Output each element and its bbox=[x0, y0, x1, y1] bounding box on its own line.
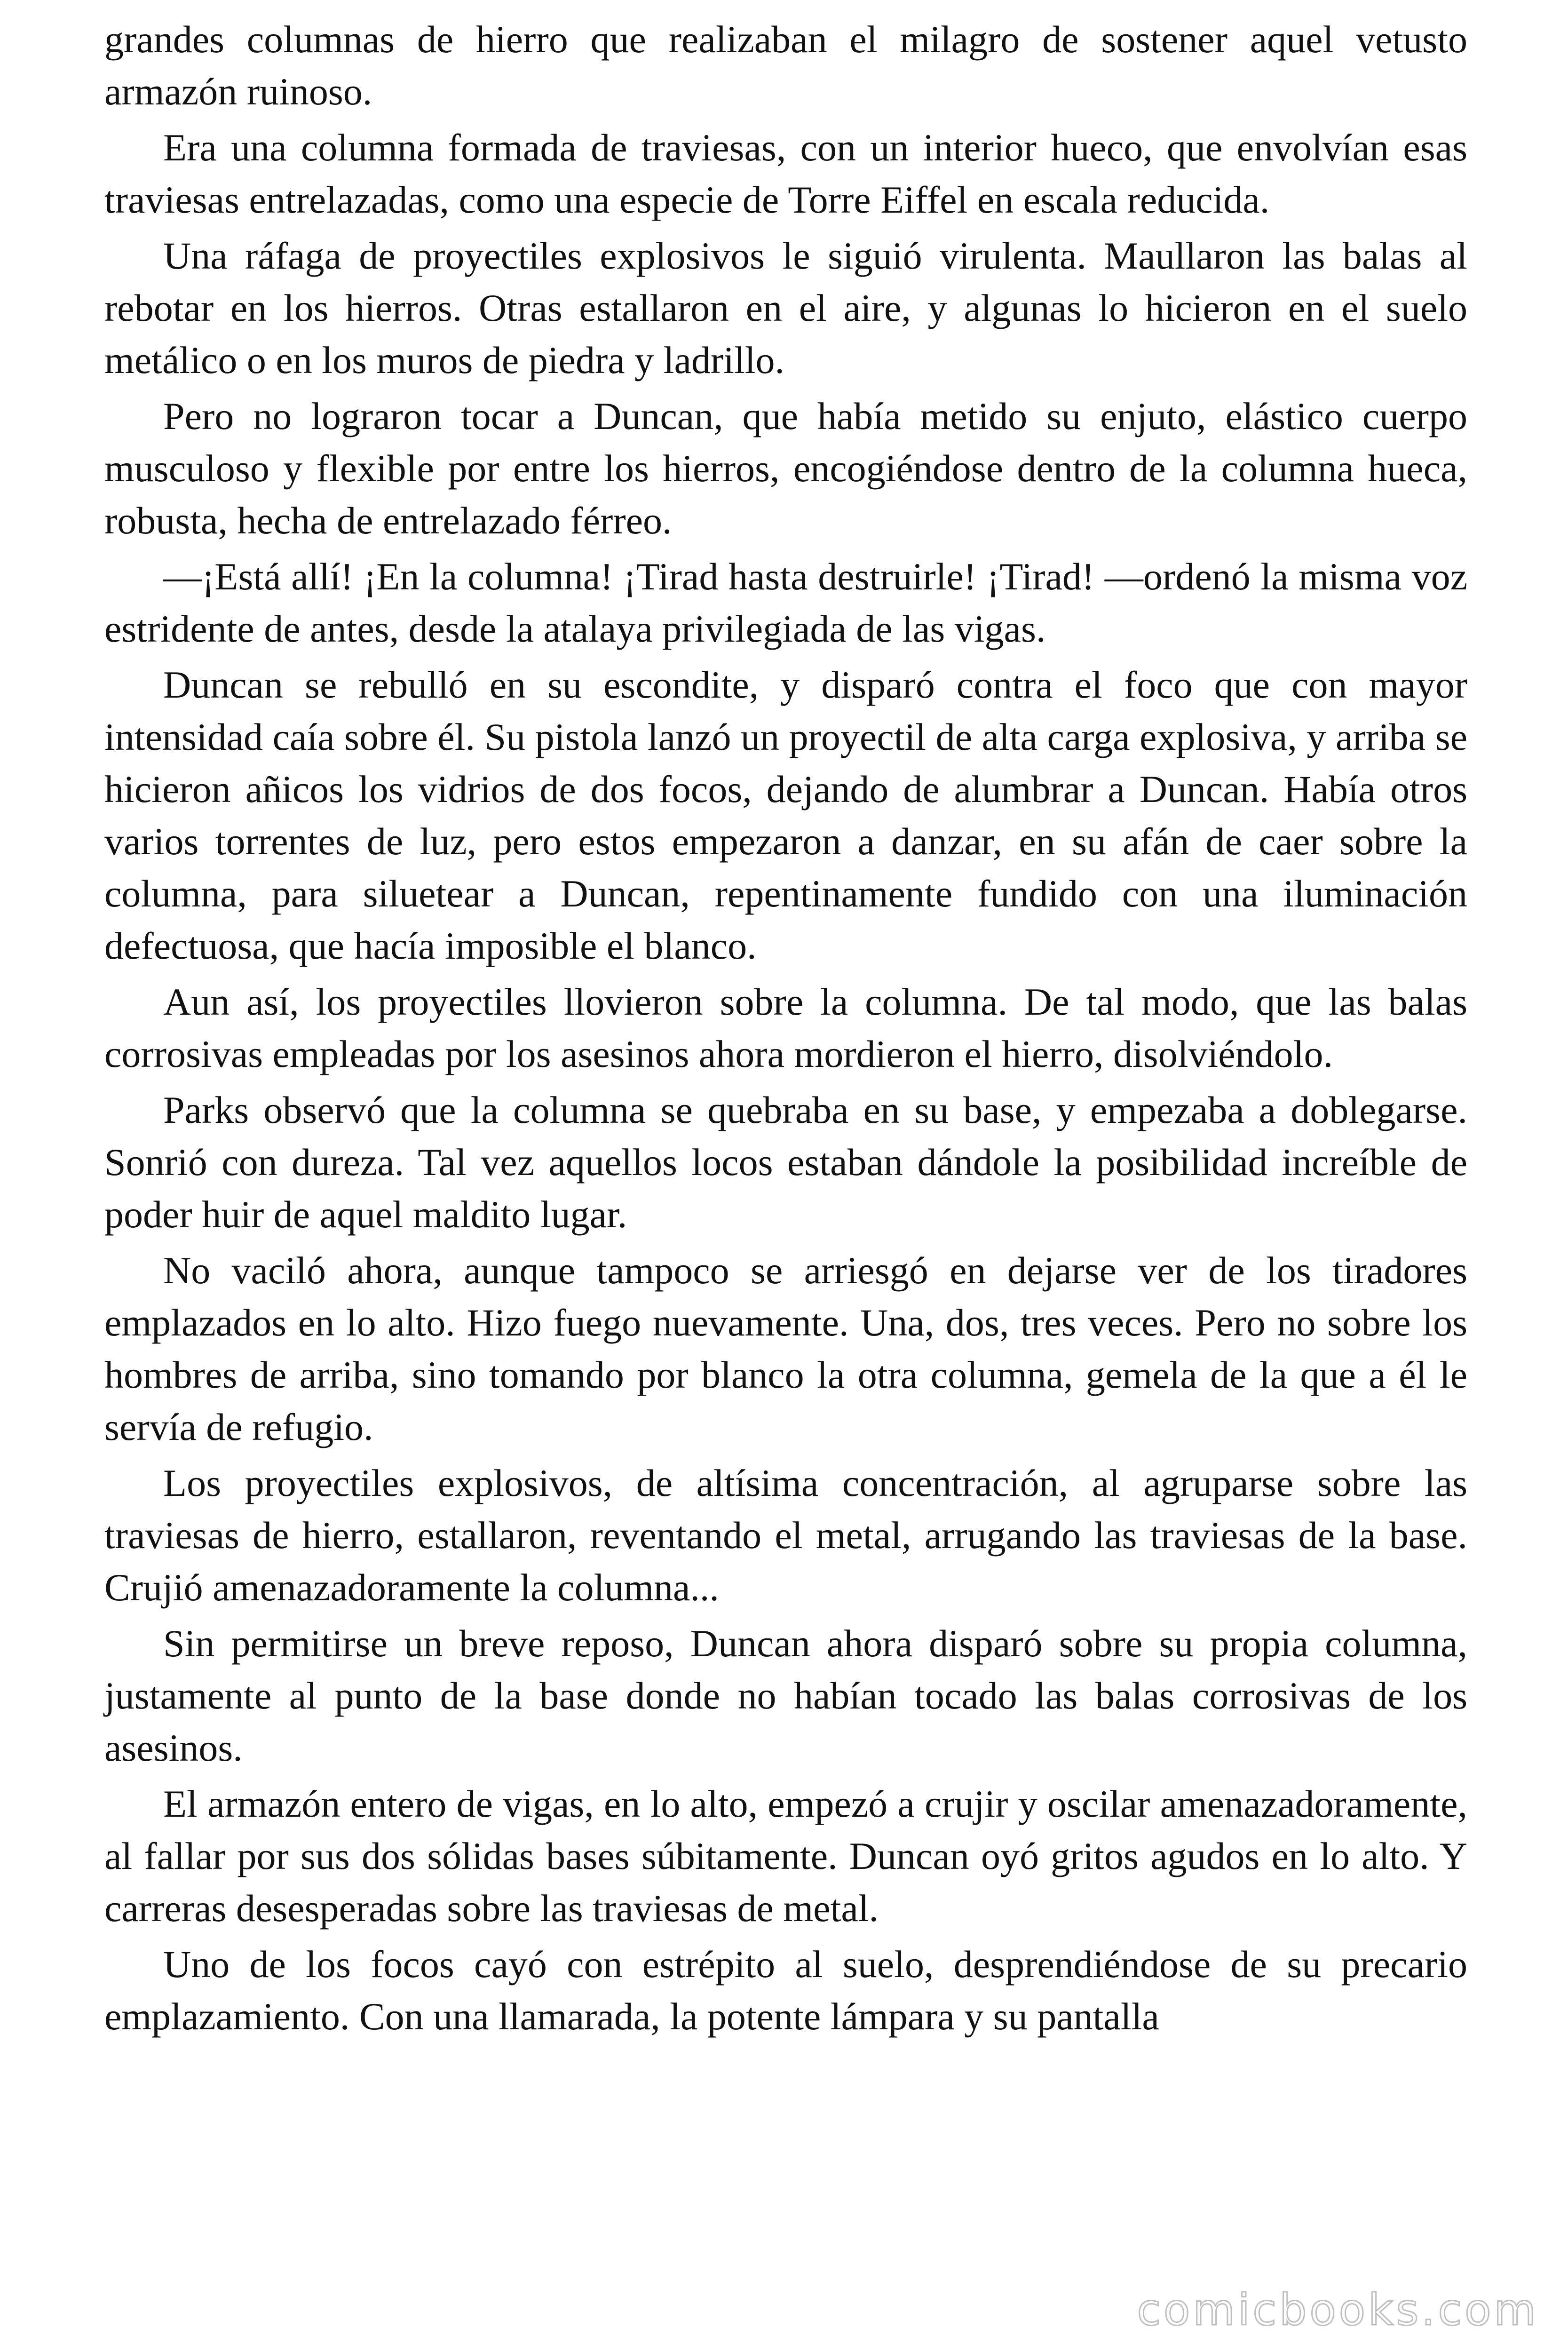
paragraph: Una ráfaga de proyectiles explosivos le siguió virulenta. Maullaron las balas al rebotar en los hierros. Otras estallaron en el aire, y algunas lo hicieron en el suelo metálico o en los muros de piedra y ladrillo. bbox=[104, 234, 1467, 381]
paragraph-continued: grandes columnas de hierro que realizaban el milagro de sostener aquel vetusto armazón ruinoso. bbox=[104, 18, 1467, 113]
paragraph: Uno de los focos cayó con estrépito al suelo, desprendiéndose de su precario emplazamiento. Con una llamarada, la potente lámpara y su pantalla bbox=[104, 1943, 1467, 2038]
paragraph: No vaciló ahora, aunque tampoco se arriesgó en dejarse ver de los tiradores emplazados en lo alto. Hizo fuego nuevamente. Una, dos, tres veces. Pero no sobre los hombres de arriba, sino tomando por blanco la otra columna, gemela de la que a él le servía de refugio. bbox=[104, 1249, 1467, 1448]
paragraph: —¡Está allí! ¡En la columna! ¡Tirad hasta destruirle! ¡Tirad! —ordenó la misma voz estridente de antes, desde la atalaya privilegiada de las vigas. bbox=[104, 555, 1467, 650]
paragraph: Aun así, los proyectiles llovieron sobre la columna. De tal modo, que las balas corrosivas empleadas por los asesinos ahora mordieron el hierro, disolviéndolo. bbox=[104, 980, 1467, 1075]
paragraph: Los proyectiles explosivos, de altísima concentración, al agruparse sobre las traviesas de hierro, estallaron, reventando el metal, arrugando las traviesas de la base. Crujió amenazadoramente la columna... bbox=[104, 1462, 1467, 1609]
body-text bbox=[104, 13, 1467, 2046]
watermark: comicbooks.com bbox=[1137, 2285, 1539, 2335]
paragraph: Parks observó que la columna se quebraba en su base, y empezaba a doblegarse. Sonrió con dureza. Tal vez aquellos locos estaban dándole la posibilidad increíble de poder huir de aquel maldito lugar. bbox=[104, 1089, 1467, 1236]
paragraph: El armazón entero de vigas, en lo alto, empezó a crujir y oscilar amenazadoramente, al fallar por sus dos sólidas bases súbitamente. Duncan oyó gritos agudos en lo alto. Y carreras desesperadas sobre las traviesas de metal. bbox=[104, 1782, 1467, 1930]
paragraph: Era una columna formada de traviesas, con un interior hueco, que envolvían esas traviesas entrelazadas, como una especie de Torre Eiffel en escala reducida. bbox=[104, 126, 1467, 221]
paragraph: Sin permitirse un breve reposo, Duncan ahora disparó sobre su propia columna, justamente al punto de la base donde no habían tocado las balas corrosivas de los asesinos. bbox=[104, 1622, 1467, 1769]
paragraph: Duncan se rebulló en su escondite, y disparó contra el foco que con mayor intensidad caía sobre él. Su pistola lanzó un proyectil de alta carga explosiva, y arriba se hicieron añicos los vidrios de dos focos, dejando de alumbrar a Duncan. Había otros varios torrentes de luz, pero estos empezaron a danzar, en su afán de caer sobre la columna, para siluetear a Duncan, repentinamente fundido con una iluminación defectuosa, que hacía imposible el blanco. bbox=[104, 663, 1467, 967]
paragraph: Pero no lograron tocar a Duncan, que había metido su enjuto, elástico cuerpo musculoso y flexible por entre los hierros, encogiéndose dentro de la columna hueca, robusta, hecha de entrelazado férreo. bbox=[104, 395, 1467, 542]
